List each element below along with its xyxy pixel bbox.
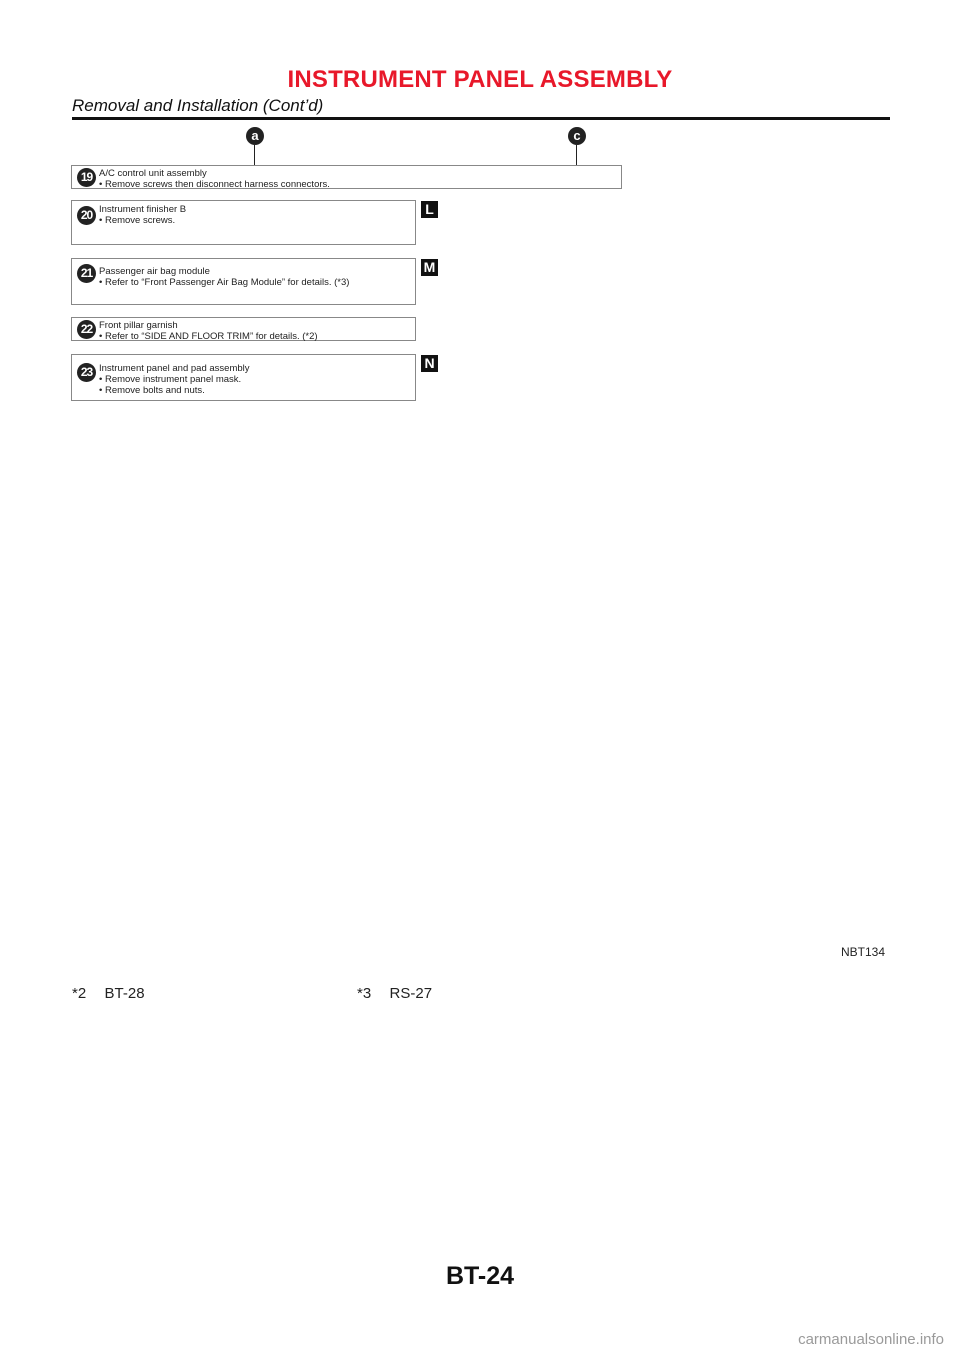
component-box-20 — [71, 200, 416, 245]
callout-c-leader — [576, 145, 577, 165]
component-name: A/C control unit assembly — [99, 168, 207, 179]
component-name: Front pillar garnish — [99, 320, 178, 331]
callout-a: a — [246, 127, 264, 145]
component-instruction: • Refer to “Front Passenger Air Bag Module” for details. (*3) — [99, 277, 350, 288]
component-instruction: • Remove screws then disconnect harness connectors. — [99, 179, 330, 190]
component-instruction: • Refer to “SIDE AND FLOOR TRIM” for details. (*2) — [99, 331, 318, 342]
item-number-badge: 20 — [77, 206, 96, 225]
component-box-21 — [71, 258, 416, 305]
component-name: Instrument finisher B — [99, 204, 187, 215]
component-box-19 — [71, 165, 622, 189]
watermark: carmanualsonline.info — [798, 1331, 944, 1348]
component-name: Passenger air bag module — [99, 266, 210, 277]
component-instruction: • Remove screws. — [99, 215, 176, 226]
page-number: BT-24 — [445, 1262, 515, 1290]
item-number-badge: 19 — [77, 168, 96, 187]
component-box-23 — [71, 354, 416, 401]
figure-id: NBT134 — [841, 945, 886, 959]
note-ref-label: *3 — [357, 985, 372, 1002]
item-number-badge: 22 — [77, 320, 96, 339]
note-ref-2 — [72, 985, 145, 1002]
component-instruction: • Remove bolts and nuts. — [99, 385, 205, 396]
callout-a-leader — [254, 145, 255, 165]
section-marker-l: L — [421, 201, 438, 218]
note-ref-page[interactable]: BT-28 — [104, 985, 145, 1002]
page-subtitle: Removal and Installation (Cont’d) — [72, 96, 324, 115]
section-marker-n: N — [421, 355, 438, 372]
component-name: Instrument panel and pad assembly — [99, 363, 250, 374]
section-marker-m: M — [421, 259, 438, 276]
header-rule — [72, 117, 890, 120]
callout-c: c — [568, 127, 586, 145]
item-number-badge: 21 — [77, 264, 96, 283]
item-number-badge: 23 — [77, 363, 96, 382]
page-title: INSTRUMENT PANEL ASSEMBLY — [287, 66, 673, 93]
component-box-22 — [71, 317, 416, 341]
component-instruction: • Remove instrument panel mask. — [99, 374, 242, 385]
note-ref-3 — [357, 985, 432, 1002]
note-ref-label: *2 — [72, 985, 87, 1002]
note-ref-page[interactable]: RS-27 — [389, 985, 433, 1002]
